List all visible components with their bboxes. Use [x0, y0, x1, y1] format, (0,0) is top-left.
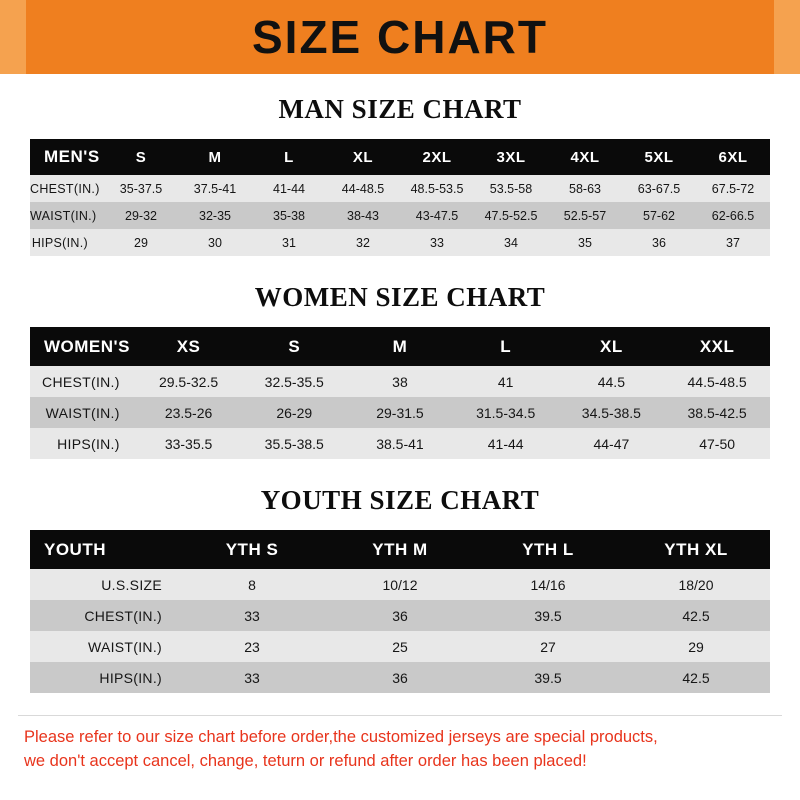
table-row [30, 175, 770, 202]
table-header-row [30, 327, 770, 366]
column-header-4xl: 4XL [548, 139, 622, 175]
table-cell: 36 [326, 600, 474, 631]
table-row [30, 662, 770, 693]
table-row [30, 366, 770, 397]
table-cell: 35-38 [252, 202, 326, 229]
table-cell: 26-29 [241, 397, 347, 428]
row-label-hips: HIPS(IN.) [30, 428, 136, 459]
man-table-head [30, 139, 770, 175]
table-cell: 43-47.5 [400, 202, 474, 229]
women-size-table [30, 327, 770, 459]
table-cell: 48.5-53.5 [400, 175, 474, 202]
table-cell: 63-67.5 [622, 175, 696, 202]
table-cell: 52.5-57 [548, 202, 622, 229]
table-row [30, 397, 770, 428]
table-cell: 14/16 [474, 569, 622, 600]
column-header-womens: WOMEN'S [30, 327, 136, 366]
row-label-waist: WAIST(IN.) [30, 202, 104, 229]
table-cell: 44-48.5 [326, 175, 400, 202]
table-row [30, 428, 770, 459]
column-header-youth: YOUTH [30, 530, 178, 569]
table-cell: 42.5 [622, 600, 770, 631]
table-cell: 29 [622, 631, 770, 662]
column-header-yth-l: YTH L [474, 530, 622, 569]
page-title: SIZE CHART [252, 11, 548, 63]
column-header-l: L [453, 327, 559, 366]
table-cell: 41-44 [453, 428, 559, 459]
column-header-xxl: XXL [664, 327, 770, 366]
footer-note-line-2: we don't accept cancel, change, teturn or refund after order has been placed! [24, 751, 587, 770]
table-cell: 41-44 [252, 175, 326, 202]
row-label-chest: CHEST(IN.) [30, 600, 178, 631]
table-row [30, 600, 770, 631]
header-left-accent-strip [0, 0, 26, 74]
table-cell: 67.5-72 [696, 175, 770, 202]
table-cell: 53.5-58 [474, 175, 548, 202]
man-size-table-wrap [0, 139, 800, 256]
section-title-women: WOMEN SIZE CHART [254, 282, 546, 312]
women-table-head [30, 327, 770, 366]
table-cell: 58-63 [548, 175, 622, 202]
table-cell: 29-31.5 [347, 397, 453, 428]
table-cell: 44.5 [559, 366, 665, 397]
table-cell: 23.5-26 [136, 397, 242, 428]
table-row [30, 229, 770, 256]
youth-table-body [30, 569, 770, 693]
table-cell: 36 [326, 662, 474, 693]
women-size-table-wrap [0, 327, 800, 459]
column-header-5xl: 5XL [622, 139, 696, 175]
table-cell: 44-47 [559, 428, 665, 459]
table-cell: 35 [548, 229, 622, 256]
table-cell: 39.5 [474, 662, 622, 693]
man-table-body [30, 175, 770, 256]
table-cell: 29 [104, 229, 178, 256]
column-header-3xl: 3XL [474, 139, 548, 175]
youth-table-head [30, 530, 770, 569]
table-cell: 33-35.5 [136, 428, 242, 459]
table-header-row [30, 139, 770, 175]
row-label-chest: CHEST(IN.) [30, 175, 104, 202]
table-cell: 35-37.5 [104, 175, 178, 202]
row-label-waist: WAIST(IN.) [30, 631, 178, 662]
table-cell: 57-62 [622, 202, 696, 229]
table-cell: 32.5-35.5 [241, 366, 347, 397]
column-header-s: S [241, 327, 347, 366]
table-cell: 33 [178, 662, 326, 693]
column-header-yth-s: YTH S [178, 530, 326, 569]
column-header-s: S [104, 139, 178, 175]
table-cell: 34.5-38.5 [559, 397, 665, 428]
youth-size-table-wrap [0, 530, 800, 693]
table-cell: 33 [178, 600, 326, 631]
table-cell: 32-35 [178, 202, 252, 229]
column-header-2xl: 2XL [400, 139, 474, 175]
table-cell: 37.5-41 [178, 175, 252, 202]
table-cell: 23 [178, 631, 326, 662]
table-cell: 36 [622, 229, 696, 256]
table-cell: 47.5-52.5 [474, 202, 548, 229]
header-band [0, 0, 800, 74]
table-cell: 41 [453, 366, 559, 397]
table-cell: 34 [474, 229, 548, 256]
table-cell: 44.5-48.5 [664, 366, 770, 397]
table-cell: 35.5-38.5 [241, 428, 347, 459]
table-cell: 31.5-34.5 [453, 397, 559, 428]
table-cell: 8 [178, 569, 326, 600]
row-label-chest: CHEST(IN.) [30, 366, 136, 397]
table-cell: 10/12 [326, 569, 474, 600]
table-cell: 38 [347, 366, 453, 397]
table-cell: 18/20 [622, 569, 770, 600]
table-cell: 38-43 [326, 202, 400, 229]
table-cell: 32 [326, 229, 400, 256]
table-cell: 33 [400, 229, 474, 256]
footer-note [0, 716, 800, 774]
table-cell: 30 [178, 229, 252, 256]
section-title-man: MAN SIZE CHART [278, 94, 522, 124]
column-header-6xl: 6XL [696, 139, 770, 175]
column-header-m: M [178, 139, 252, 175]
header-right-accent-strip [774, 0, 800, 74]
column-header-mens: MEN'S [30, 139, 104, 175]
table-cell: 39.5 [474, 600, 622, 631]
column-header-xl: XL [559, 327, 665, 366]
row-label-waist: WAIST(IN.) [30, 397, 136, 428]
table-cell: 38.5-41 [347, 428, 453, 459]
table-cell: 29.5-32.5 [136, 366, 242, 397]
youth-size-table [30, 530, 770, 693]
table-cell: 42.5 [622, 662, 770, 693]
table-header-row [30, 530, 770, 569]
row-label-us-size: U.S.SIZE [30, 569, 178, 600]
table-cell: 47-50 [664, 428, 770, 459]
table-cell: 31 [252, 229, 326, 256]
table-cell: 38.5-42.5 [664, 397, 770, 428]
row-label-hips: HIPS(IN.) [30, 662, 178, 693]
table-cell: 37 [696, 229, 770, 256]
table-row [30, 569, 770, 600]
man-size-table [30, 139, 770, 256]
column-header-yth-m: YTH M [326, 530, 474, 569]
table-row [30, 202, 770, 229]
column-header-m: M [347, 327, 453, 366]
column-header-l: L [252, 139, 326, 175]
column-header-xl: XL [326, 139, 400, 175]
table-cell: 27 [474, 631, 622, 662]
section-title-youth: YOUTH SIZE CHART [260, 485, 540, 515]
column-header-yth-xl: YTH XL [622, 530, 770, 569]
table-cell: 25 [326, 631, 474, 662]
table-row [30, 631, 770, 662]
table-cell: 29-32 [104, 202, 178, 229]
table-cell: 62-66.5 [696, 202, 770, 229]
row-label-hips: HIPS(IN.) [30, 229, 104, 256]
women-table-body [30, 366, 770, 459]
column-header-xs: XS [136, 327, 242, 366]
footer-note-line-1: Please refer to our size chart before order,the customized jerseys are special products, [24, 728, 658, 746]
